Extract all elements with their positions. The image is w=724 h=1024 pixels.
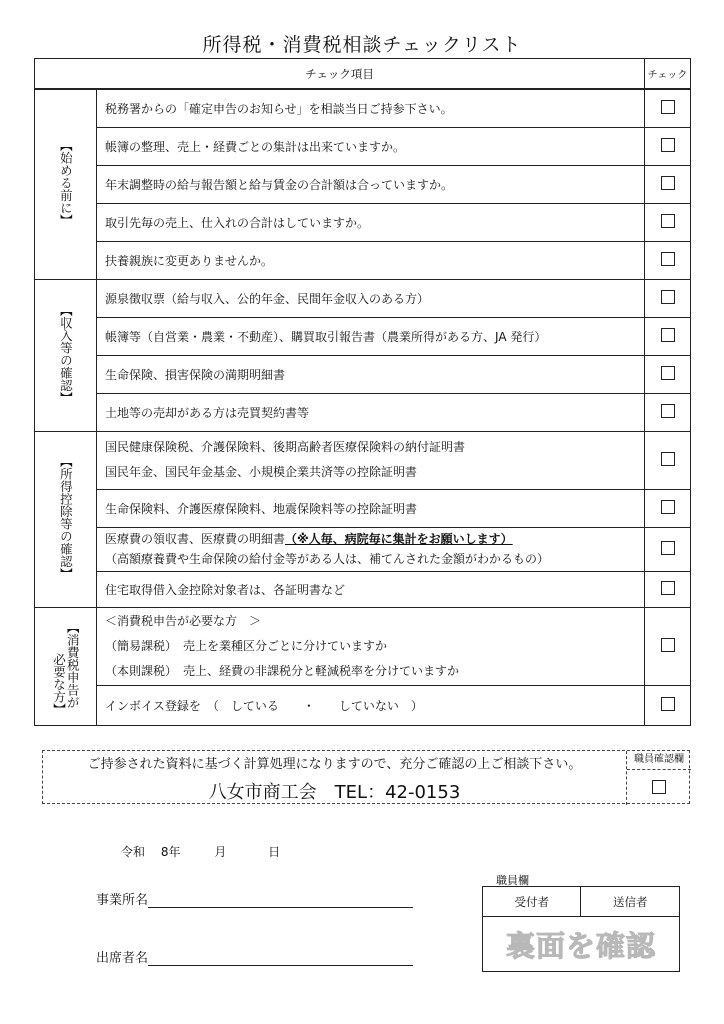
- checkbox[interactable]: [661, 366, 675, 380]
- page-title: 所得税・消費税相談チェックリスト: [202, 34, 522, 56]
- checkbox[interactable]: [661, 252, 675, 266]
- staff-stamp-area: [483, 917, 680, 972]
- see-reverse-stamp: 裏面を確認: [505, 928, 656, 963]
- table-row: [35, 571, 691, 607]
- staff-section-label: 職員欄: [496, 874, 529, 887]
- business-name-field: [96, 889, 413, 908]
- check-item-note: （高額療養費や生命保険の給付金等がある人は、補てんされた金額がわかるもの）: [105, 552, 550, 566]
- check-item: 生命保険料、介護医療保険料、地震保険料等の控除証明書: [97, 489, 645, 527]
- checkbox[interactable]: [661, 638, 675, 652]
- checkbox[interactable]: [661, 452, 675, 466]
- check-item: 医療費の領収書、医療費の明細書: [105, 532, 286, 546]
- organization-contact: 八女市商工会 TEL：42-0153: [208, 782, 461, 803]
- date-day: 日: [268, 845, 281, 859]
- date-year: 8年: [160, 845, 181, 859]
- date-line: [121, 843, 280, 860]
- staff-table: [482, 886, 680, 972]
- check-item: （本則課税） 売上、経費の非課税分と軽減税率を分けていますか: [105, 663, 460, 678]
- staff-check-area: [627, 751, 691, 805]
- footer-message-area: [43, 751, 627, 805]
- check-item: 国民年金、国民年金基金、小規模企業共済等の控除証明書: [105, 465, 418, 479]
- check-item: 扶養親族に変更ありませんか。: [97, 241, 645, 279]
- table-row: [35, 165, 691, 203]
- table-row: [35, 685, 691, 725]
- check-item: 帳簿の整理、売上・経費ごとの集計は出来ていますか。: [97, 127, 645, 165]
- footer-box: [42, 750, 690, 804]
- check-item: 国民健康保険税、介護保険料、後期高齢者医療保険料の納付証明書: [105, 440, 466, 454]
- checkbox[interactable]: [661, 100, 675, 114]
- check-item: （簡易課税） 売上を業種区分ごとに分けていますか: [105, 638, 388, 653]
- staff-check-label: 職員確認欄: [627, 751, 691, 770]
- table-row: [35, 127, 691, 165]
- footer-message: ご持参された資料に基づく計算処理になりますので、充分ご確認の上ご相談下さい。: [87, 757, 582, 772]
- section-label-income: 【収入等の確認】: [35, 279, 97, 431]
- date-era: 令和: [121, 845, 146, 859]
- attendee-name-input[interactable]: [148, 951, 413, 966]
- table-row: [35, 527, 691, 571]
- checkbox[interactable]: [661, 290, 675, 304]
- table-row: [35, 241, 691, 279]
- business-name-input[interactable]: [148, 893, 413, 908]
- table-row: [35, 393, 691, 431]
- check-item: 取引先毎の売上、仕入れの合計はしていますか。: [97, 203, 645, 241]
- checkbox[interactable]: [661, 697, 675, 711]
- business-name-label: 事業所名: [96, 893, 149, 908]
- table-row: [35, 607, 691, 685]
- check-item: ＜消費税申告が必要な方 ＞: [105, 613, 262, 628]
- check-item: 源泉徴収票（給与収入、公的年金、民間年金収入のある方）: [97, 279, 645, 317]
- checklist-table: [34, 58, 691, 726]
- check-item: 住宅取得借入金控除対象者は、各証明書など: [97, 571, 645, 607]
- checkbox[interactable]: [661, 214, 675, 228]
- checkbox[interactable]: [661, 138, 675, 152]
- check-item: 帳簿等（自営業・農業・不動産）、購買取引報告書（農業所得がある方、JA 発行）: [97, 317, 645, 355]
- checkbox[interactable]: [661, 328, 675, 342]
- table-row: [35, 431, 691, 489]
- section-label-deductions: 【所得控除等の確認】: [35, 431, 97, 607]
- check-item: 土地等の売却がある方は売買契約書等: [97, 393, 645, 431]
- check-column-header: チェック: [645, 59, 691, 90]
- checkbox[interactable]: [661, 176, 675, 190]
- checkbox[interactable]: [661, 581, 675, 595]
- received-by-header: 受付者: [483, 887, 581, 917]
- table-row: [35, 203, 691, 241]
- date-month: 月: [214, 845, 227, 859]
- staff-checkbox[interactable]: [652, 780, 666, 794]
- table-row: [35, 279, 691, 317]
- checkbox[interactable]: [661, 404, 675, 418]
- check-item: 年末調整時の給与報告額と給与賃金の合計額は合っていますか。: [97, 165, 645, 203]
- table-row: [35, 355, 691, 393]
- table-row: [35, 317, 691, 355]
- table-header: [35, 59, 691, 90]
- item-column-header: チェック項目: [35, 59, 645, 90]
- attendee-name-field: [96, 947, 413, 966]
- check-item: 税務署からの「確定申告のお知らせ」を相談当日ご持参下さい。: [97, 89, 645, 127]
- check-item: 生命保険、損害保険の満期明細書: [97, 355, 645, 393]
- sender-header: 送信者: [581, 887, 680, 917]
- section-label-consumption-tax: 【消費税申告が 必要な方】: [35, 607, 97, 725]
- checkbox[interactable]: [661, 541, 675, 555]
- checkbox[interactable]: [661, 500, 675, 514]
- table-row: [35, 89, 691, 127]
- emphasis-note: （※人毎、病院毎に集計をお願いします）: [285, 532, 513, 546]
- section-label-before-start: 【始める前に】: [35, 89, 97, 279]
- table-row: [35, 489, 691, 527]
- invoice-registration-item: インボイス登録を （ している ・ していない ）: [97, 685, 645, 725]
- attendee-name-label: 出席者名: [96, 951, 149, 966]
